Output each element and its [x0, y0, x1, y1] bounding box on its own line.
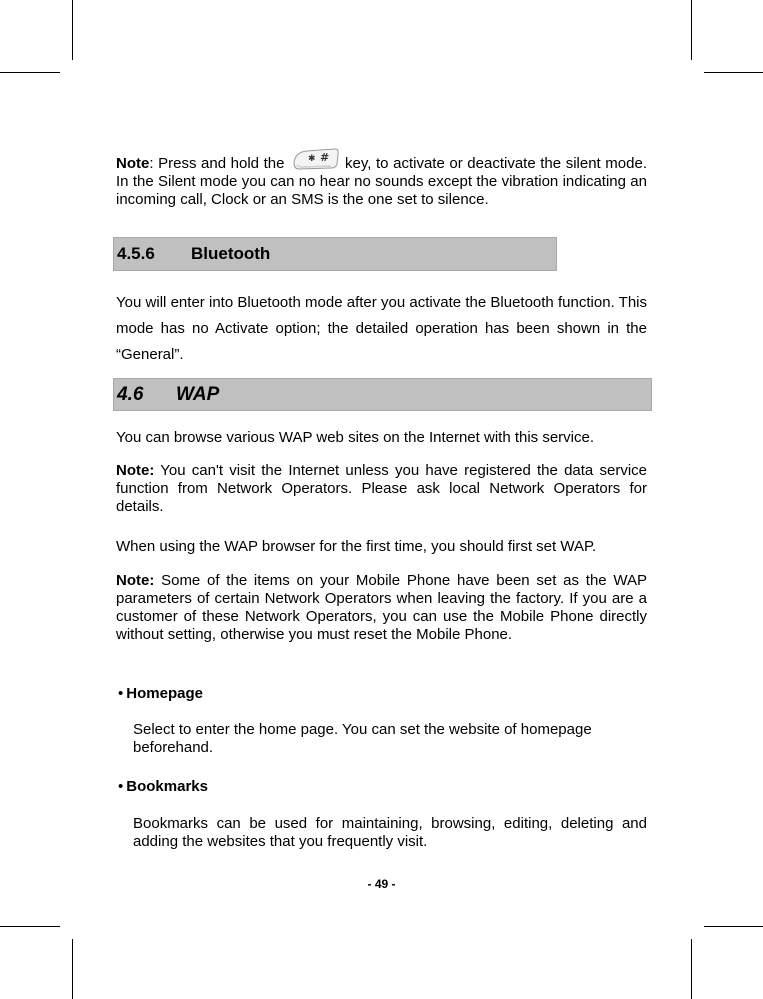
section-title: Bluetooth: [191, 244, 271, 263]
note-text: Some of the items on your Mobile Phone have been set as the WAP parameters of certain Network Operators when leaving the factory. If you are a customer of these Network Operators, you can use the Mobile Phone directly without setting, otherwise you must reset the Mobile Phone.: [116, 572, 647, 643]
section-number: 4.6: [117, 383, 144, 405]
note-text: You can't visit the Internet unless you have registered the data service function from Network Operators. Please ask local Network Operators for details.: [116, 462, 647, 515]
note-text-before: : Press and hold the: [149, 155, 285, 172]
note-text-after: key, to activate or deactivate the silent mode. In the Silent mode you can no hear no sounds except the vibration indicating an incoming call, Clock or an SMS is the one set to silence.: [116, 155, 647, 208]
bluetooth-description: You will enter into Bluetooth mode after you activate the Bluetooth function. This mode has no Activate option; the detailed operation has been shown in the “General”.: [116, 294, 647, 363]
crop-mark: [72, 939, 73, 999]
hash-key-icon: [291, 146, 341, 172]
list-item-homepage: [118, 685, 203, 702]
svg-text:#: #: [320, 151, 330, 164]
bullet-icon: •: [118, 778, 124, 795]
section-title: WAP: [176, 383, 220, 405]
note-wap-parameters: [116, 572, 647, 644]
crop-mark: [704, 72, 763, 73]
note-label: Note: [116, 155, 150, 172]
note-label: Note:: [116, 462, 155, 479]
section-heading-wap: [113, 378, 652, 411]
crop-mark: [691, 939, 692, 999]
crop-mark: [691, 0, 692, 60]
bookmarks-description: Bookmarks can be used for maintaining, browsing, editing, deleting and adding the websites that you frequently visit.: [133, 815, 647, 850]
crop-mark: [704, 926, 763, 927]
section-heading-bluetooth: [113, 237, 557, 271]
section-number: 4.5.6: [117, 244, 155, 263]
svg-text:✱: ✱: [308, 154, 316, 164]
note-registration: [116, 462, 647, 516]
list-item-bookmarks: [118, 778, 208, 795]
page-number: - 49 -: [367, 877, 396, 891]
bullet-icon: •: [118, 685, 124, 702]
note-silent-mode: [116, 146, 647, 209]
wap-intro: You can browse various WAP web sites on the Internet with this service.: [116, 429, 595, 446]
wap-first-time: When using the WAP browser for the first time, you should first set WAP.: [116, 538, 597, 555]
crop-mark: [0, 926, 60, 927]
crop-mark: [0, 72, 60, 73]
homepage-description: Select to enter the home page. You can set the website of homepage beforehand.: [133, 721, 592, 756]
item-title: Bookmarks: [126, 778, 208, 795]
item-title: Homepage: [126, 685, 203, 702]
crop-mark: [72, 0, 73, 60]
note-label: Note:: [116, 572, 155, 589]
